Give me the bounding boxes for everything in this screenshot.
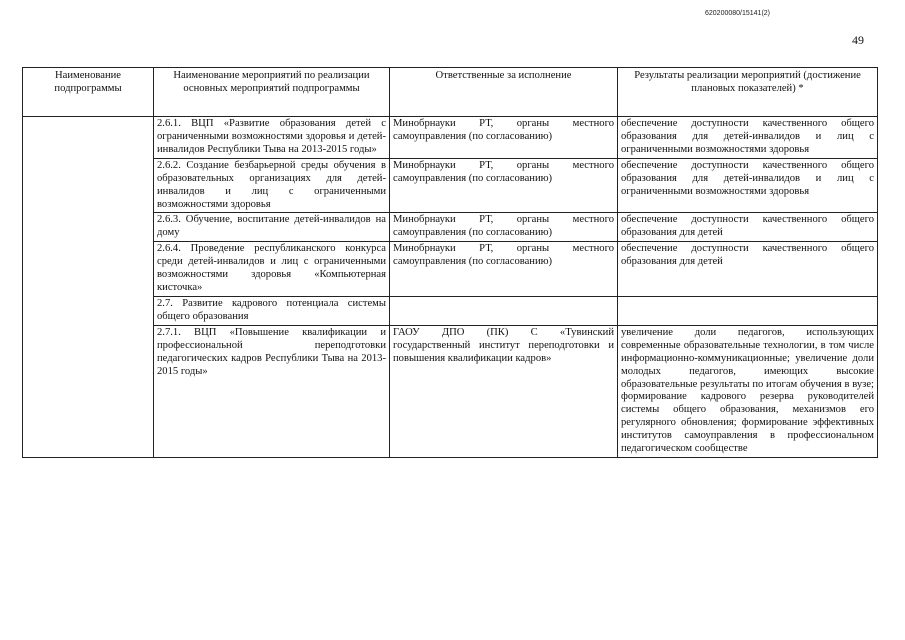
header-subprogram: Наименование подпрограммы (23, 68, 154, 117)
result-cell: обеспечение доступности качественного общего образования для детей (618, 213, 878, 242)
responsible-cell: Минобрнауки РТ, органы местного самоуправления (по согласованию) (390, 242, 618, 297)
subprogram-cell (23, 117, 154, 458)
event-cell: 2.7. Развитие кадрового потенциала системы общего образования (154, 296, 390, 325)
table-header-row (23, 68, 878, 117)
result-cell: обеспечение доступности качественного общего образования для детей-инвалидов и лиц с ограниченными возможностями здоровья (618, 158, 878, 213)
header-events: Наименование мероприятий по реализации основных мероприятий подпрограммы (154, 68, 390, 117)
table-row (23, 117, 878, 159)
responsible-cell: ГАОУ ДПО (ПК) С «Тувинский государственный институт переподготовки и повышения квалификации кадров» (390, 325, 618, 457)
event-cell: 2.6.4. Проведение республиканского конкурса среди детей-инвалидов и лиц с ограниченными возможностями здоровья «Компьютерная кисточка» (154, 242, 390, 297)
result-cell: увеличение доли педагогов, использующих современные образовательные технологии, в том числе информационно-коммуникационные; увеличение доли молодых педагогов, имеющих высокие образовательные результаты по итогам обучения в вузе; формирование кадрового резерва руководителей системы общего образования, механизмов его регулярного обновления; формирование эффективных институтов самоуправления в профессиональном педагогическом сообществе (618, 325, 878, 457)
responsible-cell: Минобрнауки РТ, органы местного самоуправления (по согласованию) (390, 158, 618, 213)
header-results: Результаты реализации мероприятий (достижение плановых показателей) * (618, 68, 878, 117)
responsible-cell: Минобрнауки РТ, органы местного самоуправления (по согласованию) (390, 213, 618, 242)
event-cell: 2.7.1. ВЦП «Повышение квалификации и профессиональной переподготовки педагогических кадров Республики Тыва на 2013-2015 годы» (154, 325, 390, 457)
responsible-cell (390, 296, 618, 325)
event-cell: 2.6.3. Обучение, воспитание детей-инвалидов на дому (154, 213, 390, 242)
program-table (22, 67, 878, 458)
page-number: 49 (852, 33, 864, 47)
result-cell (618, 296, 878, 325)
header-responsible: Ответственные за исполнение (390, 68, 618, 117)
responsible-cell: Минобрнауки РТ, органы местного самоуправления (по согласованию) (390, 117, 618, 159)
result-cell: обеспечение доступности качественного общего образования для детей-инвалидов и лиц с ограниченными возможностями здоровья (618, 117, 878, 159)
document-code: 620200080/15141(2) (705, 10, 771, 17)
event-cell: 2.6.1. ВЦП «Развитие образования детей с ограниченными возможностями здоровья и детей-инвалидов Республики Тыва на 2013-2015 годы» (154, 117, 390, 159)
result-cell: обеспечение доступности качественного общего образования для детей (618, 242, 878, 297)
event-cell: 2.6.2. Создание безбарьерной среды обучения в образовательных организациях для детей-инвалидов и лиц с ограниченными возможностями здоровья (154, 158, 390, 213)
